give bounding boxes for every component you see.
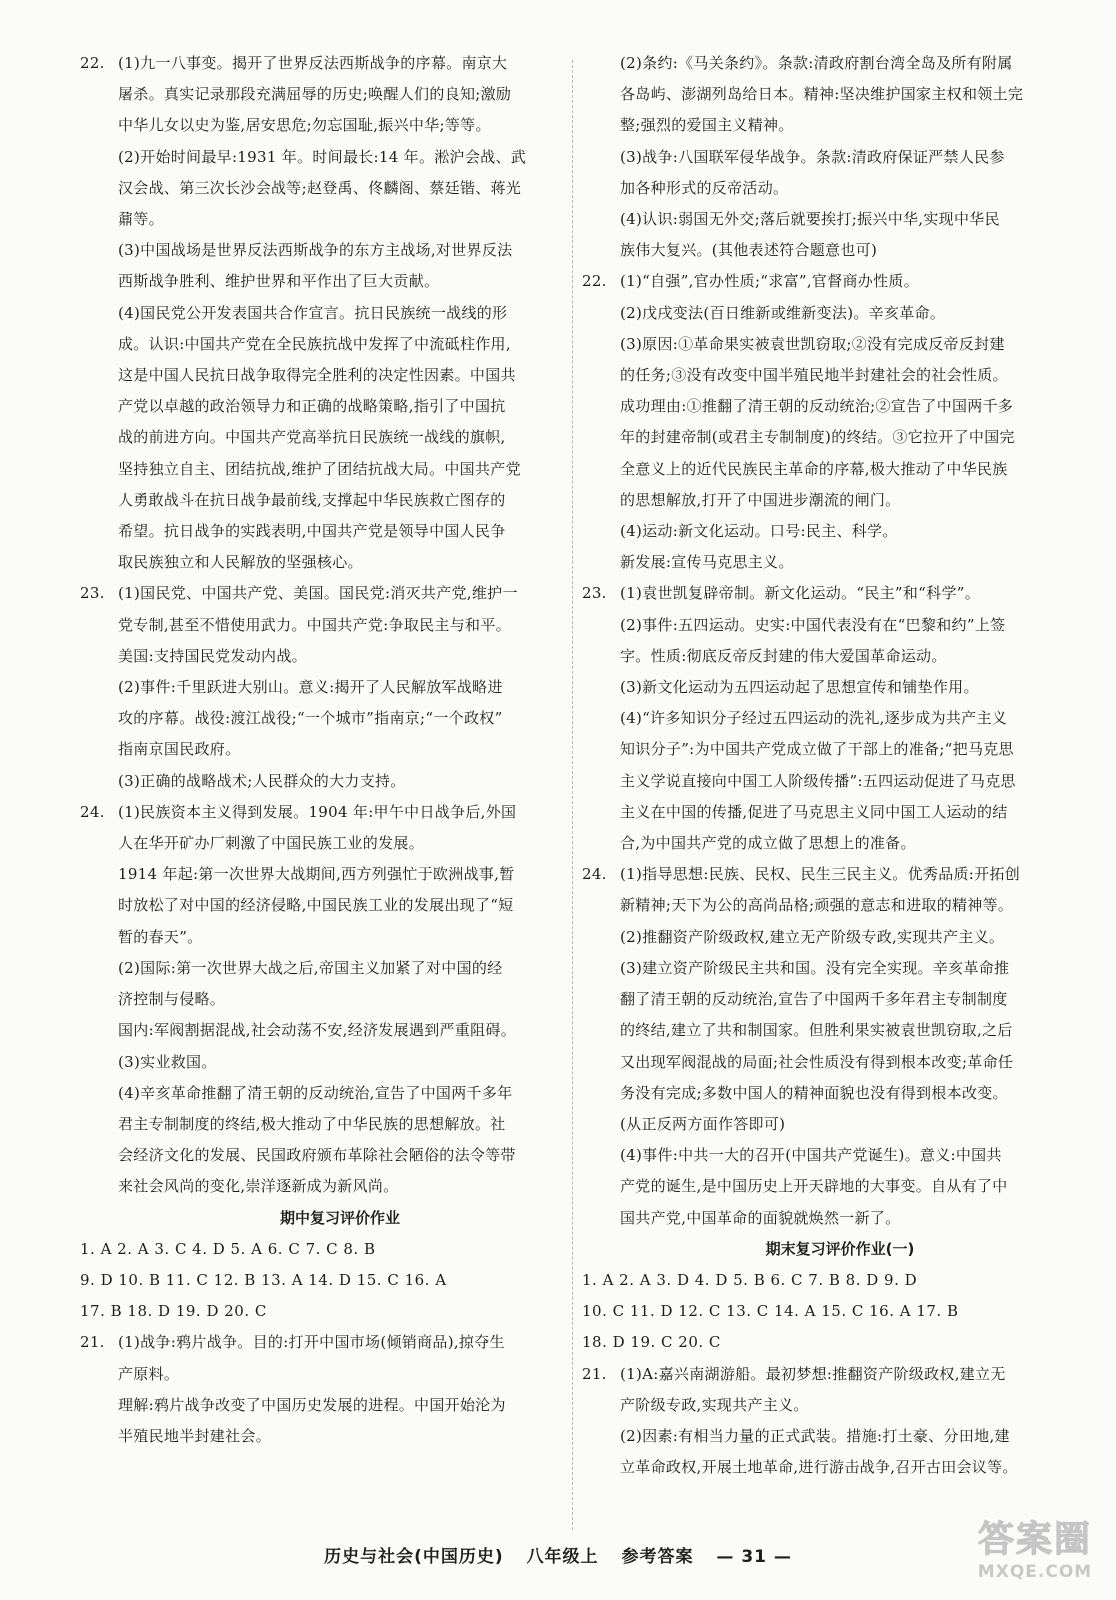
answer-text: (1)A:嘉兴南湖游船。最初梦想:推翻资产阶级政权,建立无	[620, 1364, 1006, 1383]
answer-text: (1)袁世凯复辟帝制。新文化运动。“民主”和“科学”。	[620, 584, 981, 603]
multiple-choice-answers: 17. B 18. D 19. D 20. C	[80, 1302, 267, 1321]
answer-line	[80, 890, 562, 921]
answer-line	[582, 142, 1060, 173]
answer-line	[582, 422, 1060, 453]
answer-line	[80, 1421, 562, 1452]
section-heading: 期末复习评价作业(一)	[765, 1239, 915, 1258]
answer-line	[582, 391, 1060, 422]
answer-line	[582, 766, 1060, 797]
multiple-choice-answers: 9. D 10. B 11. C 12. B 13. A 14. D 15. C 16. A	[80, 1270, 447, 1289]
answer-line	[582, 1140, 1060, 1171]
question-number: 24.	[80, 802, 105, 821]
answer-line	[582, 266, 1060, 297]
answer-line	[80, 110, 562, 141]
answer-text: 理解:鸦片战争改变了中国历史发展的进程。中国开始沦为	[118, 1395, 506, 1414]
answer-text: (3)战争:八国联军侵华战争。条款:清政府保证严禁人民参	[620, 147, 1005, 166]
answer-text: 新精神;天下为公的高尚品格;顽强的意志和进取的精神等。	[620, 896, 1014, 915]
answer-text: (2)条约:《马关条约》。条款:清政府割台湾全岛及所有附属	[620, 54, 1013, 72]
answer-line	[80, 734, 562, 765]
answer-text: 君主专制制度的终结,极大推动了中华民族的思想解放。社	[118, 1114, 506, 1133]
answer-text: 新发展:宣传马克思主义。	[620, 553, 794, 572]
answer-line	[80, 859, 562, 890]
answer-line	[80, 1047, 562, 1078]
answer-line	[80, 485, 562, 516]
answer-line	[80, 703, 562, 734]
answer-line	[582, 641, 1060, 672]
answer-line	[80, 1327, 562, 1358]
answer-text: 国内:军阀割据混战,社会动荡不安,经济发展遇到严重阻碍。	[118, 1021, 516, 1040]
answer-text: 坚持独立自主、团结抗战,维护了团结抗战大局。中国共产党	[118, 459, 521, 478]
answer-line	[582, 79, 1060, 110]
answer-text: 主义在中国的传播,促进了马克思主义同中国工人运动的结	[620, 802, 1008, 821]
answer-text: 屠杀。真实记录那段充满屈辱的历史;唤醒人们的良知;激励	[118, 85, 512, 104]
answer-text: 整;强烈的爱国主义精神。	[620, 116, 794, 135]
footer-subject: 历史与社会(中国历史)	[324, 1547, 504, 1567]
right-column	[582, 48, 1060, 1483]
answer-line	[80, 298, 562, 329]
answer-text: (2)事件:千里跃进大别山。意义:揭开了人民解放军战略进	[118, 678, 503, 697]
answer-line	[80, 48, 562, 79]
answer-line	[80, 204, 562, 235]
answer-line	[80, 1171, 562, 1202]
answer-line	[582, 1421, 1060, 1452]
watermark-logo-text: 答案圈	[977, 1519, 1092, 1560]
answer-text: 鼐等。	[118, 210, 164, 229]
answer-text: 又出现军阀混战的局面;社会性质没有得到根本改变;革命任	[620, 1052, 1014, 1071]
answer-line	[80, 766, 562, 797]
answer-text: (3)原因:①革命果实被袁世凯窃取;②没有完成反帝反封建	[620, 334, 1005, 353]
answer-line	[80, 422, 562, 453]
answer-line	[582, 890, 1060, 921]
answer-text: 汉会战、第三次长沙会战等;赵登禹、佟麟阁、蔡廷锴、蒋光	[118, 178, 522, 197]
answer-text: (3)实业救国。	[118, 1052, 217, 1071]
answer-text: 主义学说直接向中国工人阶级传播”:五四运动促进了马克思	[620, 771, 1016, 790]
answer-text: (4)运动:新文化运动。口号:民主、科学。	[620, 522, 898, 541]
answer-text: 全意义上的近代民族民主革命的序幕,极大推动了中华民族	[620, 459, 1008, 478]
footer-label: 参考答案	[621, 1547, 694, 1567]
answer-text: 各岛屿、澎湖列岛给日本。精神:坚决维护国家主权和领土完	[620, 85, 1024, 104]
answer-line	[582, 1359, 1060, 1390]
answer-text: 人勇敢战斗在抗日战争最前线,支撑起中华民族救亡图存的	[118, 490, 506, 509]
question-number: 23.	[582, 584, 607, 603]
answer-text: 产原料。	[118, 1364, 180, 1383]
footer-grade: 八年级上	[526, 1547, 599, 1567]
answer-text: (2)国际:第一次世界大战之后,帝国主义加紧了对中国的经	[118, 958, 503, 977]
answer-text: (3)新文化运动为五四运动起了思想宣传和铺垫作用。	[620, 678, 979, 697]
answer-text: (2)推翻资产阶级政权,建立无产阶级专政,实现共产主义。	[620, 927, 1005, 946]
answer-line	[582, 360, 1060, 391]
answer-line	[582, 734, 1060, 765]
column-divider	[572, 60, 573, 1530]
multiple-choice-answers: 1. A 2. A 3. C 4. D 5. A 6. C 7. C 8. B	[80, 1239, 376, 1258]
section-heading: 期中复习评价作业	[279, 1208, 400, 1227]
answer-line	[80, 79, 562, 110]
answer-text: 指南京国民政府。	[118, 740, 241, 759]
answer-line	[582, 454, 1060, 485]
answer-line	[582, 235, 1060, 266]
answer-text: 年的封建帝制(或君主专制制度)的终结。③它拉开了中国完	[620, 428, 1015, 447]
answer-line	[582, 1047, 1060, 1078]
answer-line	[80, 672, 562, 703]
answer-text: 成功理由:①推翻了清王朝的反动统治;②宣告了中国两千多	[620, 397, 1014, 416]
answer-text: 时放松了对中国的经济侵略,中国民族工业的发展出现了“短	[118, 896, 514, 915]
answer-line	[582, 1109, 1060, 1140]
left-column	[80, 48, 562, 1452]
answer-text: (2)事件:五四运动。史实:中国代表没有在“巴黎和约”上签	[620, 615, 1006, 634]
answer-line	[582, 1203, 1060, 1234]
answer-text: (2)开始时间最早:1931 年。时间最长:14 年。淞沪会战、武	[118, 147, 527, 166]
answer-text: 加各种形式的反帝活动。	[620, 178, 789, 197]
question-number: 22.	[80, 54, 105, 72]
answer-text: 产党的诞生,是中国历史上开天辟地的大事变。自从有了中	[620, 1177, 1008, 1196]
answer-line	[582, 298, 1060, 329]
answer-line	[582, 578, 1060, 609]
page-footer	[0, 1542, 1116, 1567]
answer-line	[80, 454, 562, 485]
answer-line	[582, 922, 1060, 953]
answer-text: (4)“许多知识分子经过五四运动的洗礼,逐步成为共产主义	[620, 709, 1008, 728]
answer-text: (2)戊戌变法(百日维新或维新变法)。辛亥革命。	[620, 303, 946, 322]
answer-line	[80, 235, 562, 266]
question-number: 22.	[582, 272, 607, 291]
answer-line	[582, 485, 1060, 516]
answer-text: (1)九一八事变。揭开了世界反法西斯战争的序幕。南京大	[118, 54, 508, 72]
multiple-choice-answers: 1. A 2. A 3. D 4. D 5. B 6. C 7. B 8. D 9. D	[582, 1270, 918, 1289]
answer-text: (1)指导思想:民族、民权、民生三民主义。优秀品质:开拓创	[620, 865, 1021, 884]
answer-text: 的终结,建立了共和制国家。但胜利果实被袁世凯窃取,之后	[620, 1021, 1013, 1040]
answer-line	[582, 1390, 1060, 1421]
answer-line	[80, 641, 562, 672]
answer-text: 合,为中国共产党的成立做了思想上的准备。	[620, 834, 916, 853]
answer-text: (1)民族资本主义得到发展。1904 年:甲午中日战争后,外国	[118, 802, 517, 821]
answer-line	[582, 953, 1060, 984]
answer-line	[80, 828, 562, 859]
answer-text: 中华儿女以史为鉴,居安思危;勿忘国耻,振兴中华;等等。	[118, 116, 491, 135]
answer-line	[80, 547, 562, 578]
answer-text: (4)国民党公开发表国共合作宣言。抗日民族统一战线的形	[118, 303, 508, 322]
answer-line	[80, 610, 562, 641]
answer-text: 这是中国人民抗日战争取得完全胜利的决定性因素。中国共	[118, 366, 516, 385]
question-number: 24.	[582, 865, 607, 884]
answer-text: 产党以卓越的政治领导力和正确的战略策略,指引了中国抗	[118, 397, 506, 416]
answer-line	[582, 1452, 1060, 1483]
multiple-choice-answers: 18. D 19. C 20. C	[582, 1333, 721, 1352]
answer-line	[80, 391, 562, 422]
answer-line	[582, 984, 1060, 1015]
answer-line	[582, 1171, 1060, 1202]
answer-line	[582, 329, 1060, 360]
answer-text: 希望。抗日战争的实践表明,中国共产党是领导中国人民争	[118, 522, 506, 541]
answer-text: 战的前进方向。中国共产党高举抗日民族统一战线的旗帜,	[118, 428, 506, 447]
answer-line	[80, 1078, 562, 1109]
answer-text: (3)建立资产阶级民主共和国。没有完全实现。辛亥革命推	[620, 958, 1010, 977]
answer-text: 产阶级专政,实现共产主义。	[620, 1395, 809, 1414]
answer-text: (1)国民党、中国共产党、美国。国民党:消灭共产党,维护一	[118, 584, 518, 603]
answer-text: 来社会风尚的变化,崇洋逐新成为新风尚。	[118, 1177, 399, 1196]
question-number: 23.	[80, 584, 105, 603]
answer-line	[80, 360, 562, 391]
answer-line	[582, 610, 1060, 641]
answer-text: 取民族独立和人民解放的坚强核心。	[118, 553, 363, 572]
answer-line	[80, 797, 562, 828]
answer-text: 人在华开矿办厂刺激了中国民族工业的发展。	[118, 834, 425, 853]
answer-text: (4)认识:弱国无外交;落后就要挨打;振兴中华,实现中华民	[620, 210, 1000, 229]
answer-text: 会经济文化的发展、民国政府颁布革除社会陋俗的法令等带	[118, 1146, 516, 1165]
answer-text: 务没有完成;多数中国人的精神面貌也没有得到根本改变。	[620, 1083, 1008, 1102]
answer-line	[80, 953, 562, 984]
answer-line	[80, 266, 562, 297]
answer-text: (3)正确的战略战术;人民群众的大力支持。	[118, 771, 406, 790]
question-number: 21.	[582, 1364, 607, 1383]
answer-line	[582, 48, 1060, 79]
answer-text: 翻了清王朝的反动统治,宣告了中国两千多年君主专制制度	[620, 990, 1008, 1009]
answer-line	[80, 142, 562, 173]
answer-text: (2)因素:有相当力量的正式武装。措施:打土豪、分田地,建	[620, 1426, 1010, 1445]
answer-text: 的任务;③没有改变中国半殖民地半封建社会的社会性质。	[620, 366, 1008, 385]
answer-line	[80, 578, 562, 609]
answer-line	[80, 1359, 562, 1390]
answer-line	[582, 204, 1060, 235]
answer-text: 国共产党,中国革命的面貌就焕然一新了。	[620, 1208, 901, 1227]
answer-text: 族伟大复兴。(其他表述符合题意也可)	[620, 241, 878, 260]
answer-line	[582, 1078, 1060, 1109]
answer-text: 1914 年起:第一次世界大战期间,西方列强忙于欧洲战事,暂	[118, 865, 515, 884]
answer-text: (3)中国战场是世界反法西斯战争的东方主战场,对世界反法	[118, 241, 513, 260]
answer-line	[582, 1015, 1060, 1046]
answer-line	[582, 703, 1060, 734]
answer-text: (从正反两方面作答即可)	[620, 1114, 786, 1133]
answer-line	[80, 329, 562, 360]
watermark-logo	[976, 1518, 1094, 1590]
answer-text: (1)“自强”,官办性质;“求富”,官督商办性质。	[620, 272, 920, 291]
answer-text: 字。性质:彻底反帝反封建的伟大爱国革命运动。	[620, 646, 947, 665]
answer-line	[582, 797, 1060, 828]
answer-line	[582, 828, 1060, 859]
answer-line	[80, 1390, 562, 1421]
answer-line	[80, 984, 562, 1015]
answer-text: 党专制,甚至不惜使用武力。中国共产党:争取民主与和平。	[118, 615, 511, 634]
answer-text: 西斯战争胜利、维护世界和平作出了巨大贡献。	[118, 272, 440, 291]
answer-text: 济控制与侵略。	[118, 990, 226, 1009]
answer-line	[582, 173, 1060, 204]
answer-text: 半殖民地半封建社会。	[118, 1426, 272, 1445]
answer-line	[80, 173, 562, 204]
question-number: 21.	[80, 1333, 105, 1352]
answer-text: (1)战争:鸦片战争。目的:打开中国市场(倾销商品),掠夺生	[118, 1333, 505, 1352]
answer-line	[80, 1109, 562, 1140]
answer-text: 的思想解放,打开了中国进步潮流的闸门。	[620, 490, 901, 509]
answer-text: (4)辛亥革命推翻了清王朝的反动统治,宣告了中国两千多年	[118, 1083, 513, 1102]
answer-line	[582, 110, 1060, 141]
answer-line	[582, 672, 1060, 703]
answer-line	[582, 516, 1060, 547]
answer-line	[80, 922, 562, 953]
answer-text: 立革命政权,开展土地革命,进行游击战争,召开古田会议等。	[620, 1458, 1018, 1477]
answer-text: 美国:支持国民党发动内战。	[118, 646, 307, 665]
answer-text: 成。认识:中国共产党在全民族抗战中发挥了中流砥柱作用,	[118, 334, 511, 353]
answer-line	[582, 859, 1060, 890]
multiple-choice-answers: 10. C 11. D 12. C 13. C 14. A 15. C 16. A 17. B	[582, 1302, 959, 1321]
answer-line	[582, 547, 1060, 578]
answer-text: (4)事件:中共一大的召开(中国共产党诞生)。意义:中国共	[620, 1146, 1002, 1165]
watermark-url: MXQE.COM	[977, 1562, 1093, 1582]
answer-text: 知识分子”:为中国共产党成立做了干部上的准备;“把马克思	[620, 740, 1014, 759]
answer-line	[80, 1015, 562, 1046]
page-number: — 31 —	[716, 1547, 792, 1567]
answer-line	[80, 516, 562, 547]
answer-line	[80, 1140, 562, 1171]
answer-text: 暂的春天”。	[118, 927, 203, 946]
answer-text: 攻的序幕。战役:渡江战役;“一个城市”指南京;“一个政权”	[118, 709, 503, 728]
